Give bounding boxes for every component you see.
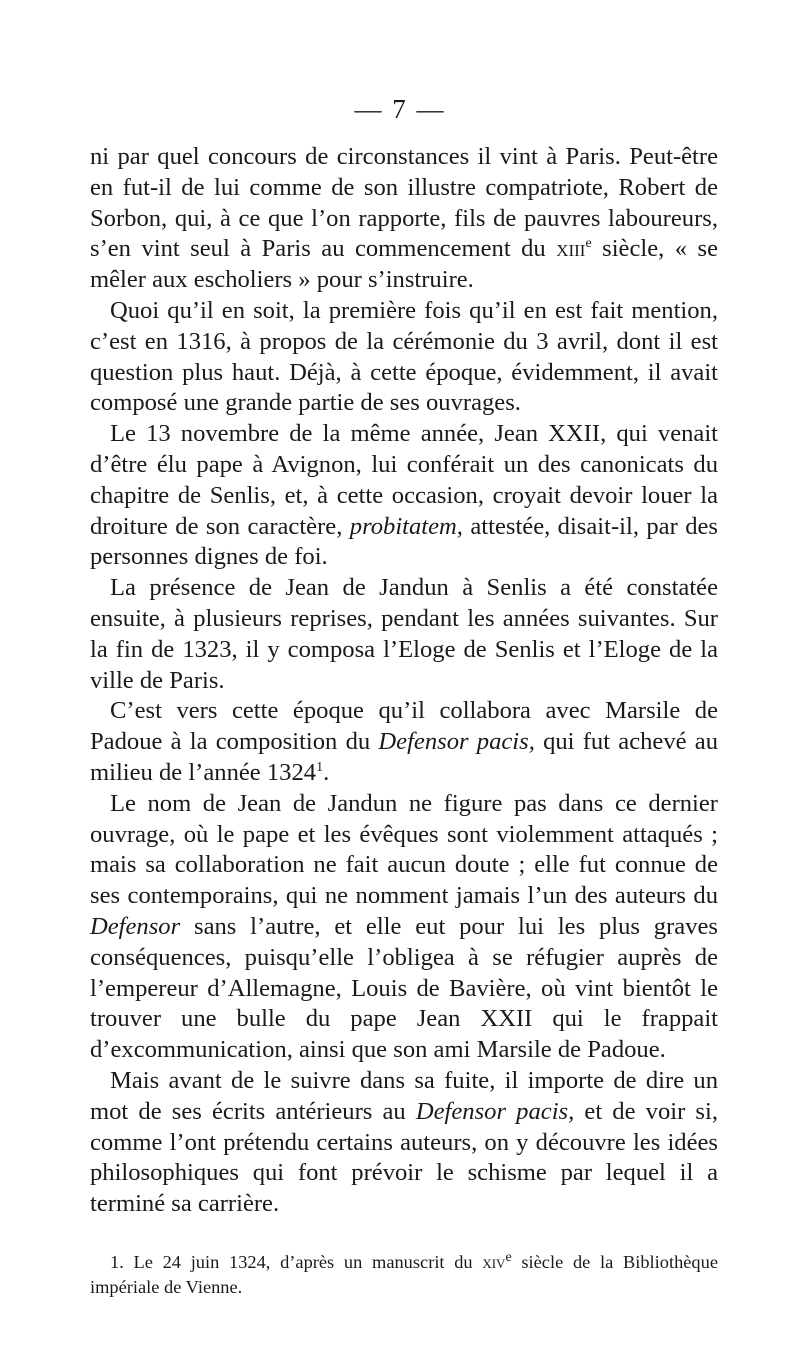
text-run: ni par quel concours de circonstances il vint à Paris. Peut-être en fut-il de lui comme de son illustre compatriote, Robert de Sorbon, qui, à ce que l’on rapporte, fils de pauvres laboureurs, s’en vint seul à Paris au commencement du (90, 143, 718, 263)
body-text (90, 142, 718, 1220)
paragraph (90, 789, 718, 1066)
text-run: La présence de Jean de Jandun à Senlis a été constatée ensuite, à plusieurs reprises, pendant les années suivantes. Sur la fin de 1323, il y composa l’Eloge de Senlis et l’Eloge de la ville de Paris. (90, 574, 718, 694)
footnote (90, 1250, 718, 1300)
small-caps-numeral: xiii (556, 235, 586, 263)
text-run: 1. Le 24 juin 1324, d’après un manuscrit du (110, 1252, 483, 1272)
page-number: — 7 — (354, 94, 446, 124)
text-run: Le 13 novembre de la même année, Jean XXII, qui venait d’être élu pape à Avignon, lui conférait un des canonicats du chapitre de Senlis, et, à cette occasion, croyait devoir louer la droiture de son caractère, (90, 420, 718, 540)
italic-title: probitatem, (349, 512, 463, 540)
italic-title: Defensor pacis, (415, 1097, 575, 1125)
footnote-text (90, 1250, 718, 1300)
paragraph (90, 1066, 718, 1220)
superscript: e (505, 1249, 512, 1265)
paragraph (90, 419, 718, 573)
italic-title: Defensor (90, 912, 181, 940)
superscript: e (585, 236, 592, 252)
italic-title: Defensor pacis, (378, 728, 535, 756)
text-run: C’est vers cette époque qu’il collabora avec Marsile de Padoue à la composition du (90, 697, 718, 756)
paragraph (90, 142, 718, 296)
text-run: attestée, disait-il, par des personnes dignes de foi. (90, 512, 718, 571)
text-run: qui fut achevé au milieu de l’année 1324 (90, 728, 718, 786)
text-run: siècle, « se mêler aux escholiers » pour s’instruire. (90, 235, 718, 294)
paragraph (90, 296, 718, 419)
text-run: Quoi qu’il en soit, la première fois qu’il en est fait mention, c’est en 1316, à propos de la cérémonie du 3 avril, dont il est question plus haut. Déjà, à cette époque, évidemment, il avait composé une grande partie de ses ouvrages. (90, 296, 718, 417)
text-run: Mais avant de le suivre dans sa fuite, il importe de dire un mot de ses écrits antérieurs au (90, 1066, 718, 1125)
paragraph (90, 573, 718, 696)
superscript: 1 (316, 759, 324, 775)
text-run: . (323, 758, 330, 786)
text-run: sans l’autre, et elle eut pour lui les plus graves conséquences, puisqu’elle l’obligea à se réfugier auprès de l’empereur d’Allemagne, Louis de Bavière, où vint bientôt le trouver une bulle du pape Jean XXII qui le frappait d’excommunication, ainsi que son ami Marsile de Padoue. (90, 912, 718, 1064)
text-run: siècle de la Bibliothèque impériale de Vienne. (90, 1252, 718, 1297)
small-caps-numeral: xiv (482, 1252, 506, 1272)
text-run: et de voir si, comme l’ont prétendu certains auteurs, on y découvre les idées philosophiques qui font prévoir le schisme par lequel il a terminé sa carrière. (90, 1097, 718, 1218)
text-run: Le nom de Jean de Jandun ne figure pas dans ce dernier ouvrage, où le pape et les évêques sont violemment attaqués ; mais sa collaboration ne fait aucun doute ; elle fut connue de ses contemporains, qui ne nomment jamais l’un des auteurs du (90, 789, 718, 910)
paragraph (90, 696, 718, 788)
